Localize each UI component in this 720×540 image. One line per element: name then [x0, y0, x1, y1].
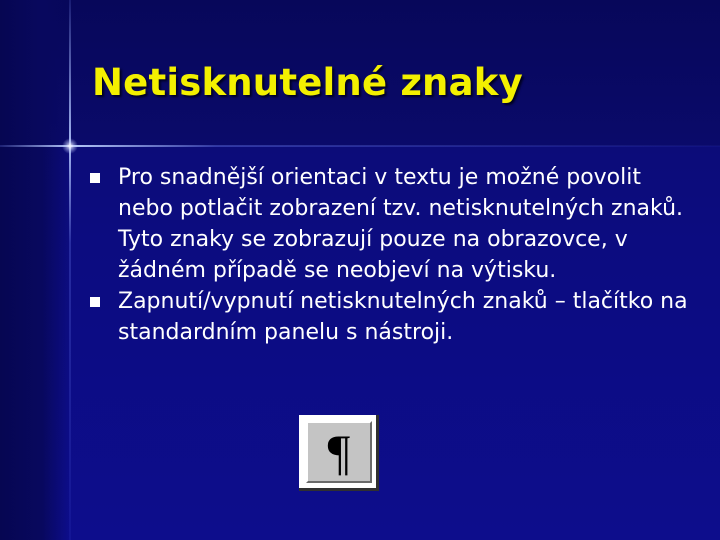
square-bullet-icon — [90, 297, 100, 307]
square-bullet-icon — [90, 173, 100, 183]
vertical-light-line — [69, 0, 71, 540]
light-spark — [62, 138, 78, 154]
toolbar-button-frame — [299, 415, 379, 491]
bullet-list — [90, 162, 700, 348]
bullet-text: Zapnutí/vypnutí netisknutelných znaků – tlačítko na standardním panelu s nástroji. — [118, 289, 688, 345]
left-band — [0, 0, 70, 540]
bullet-text: Pro snadnější orientaci v textu je možné povolit nebo potlačit zobrazení tzv. netisknutelných znaků. Tyto znaky se zobrazují pouze na obrazovce, v žádném případě se neobjeví na výtisku. — [118, 165, 684, 283]
show-hide-formatting-button[interactable] — [306, 421, 372, 483]
bullet-item — [90, 162, 700, 286]
bullet-item — [90, 286, 700, 348]
slide-title: Netisknutelné znaky — [92, 61, 523, 104]
horizontal-light-line — [0, 145, 720, 147]
pilcrow-icon: ¶ — [327, 424, 351, 480]
